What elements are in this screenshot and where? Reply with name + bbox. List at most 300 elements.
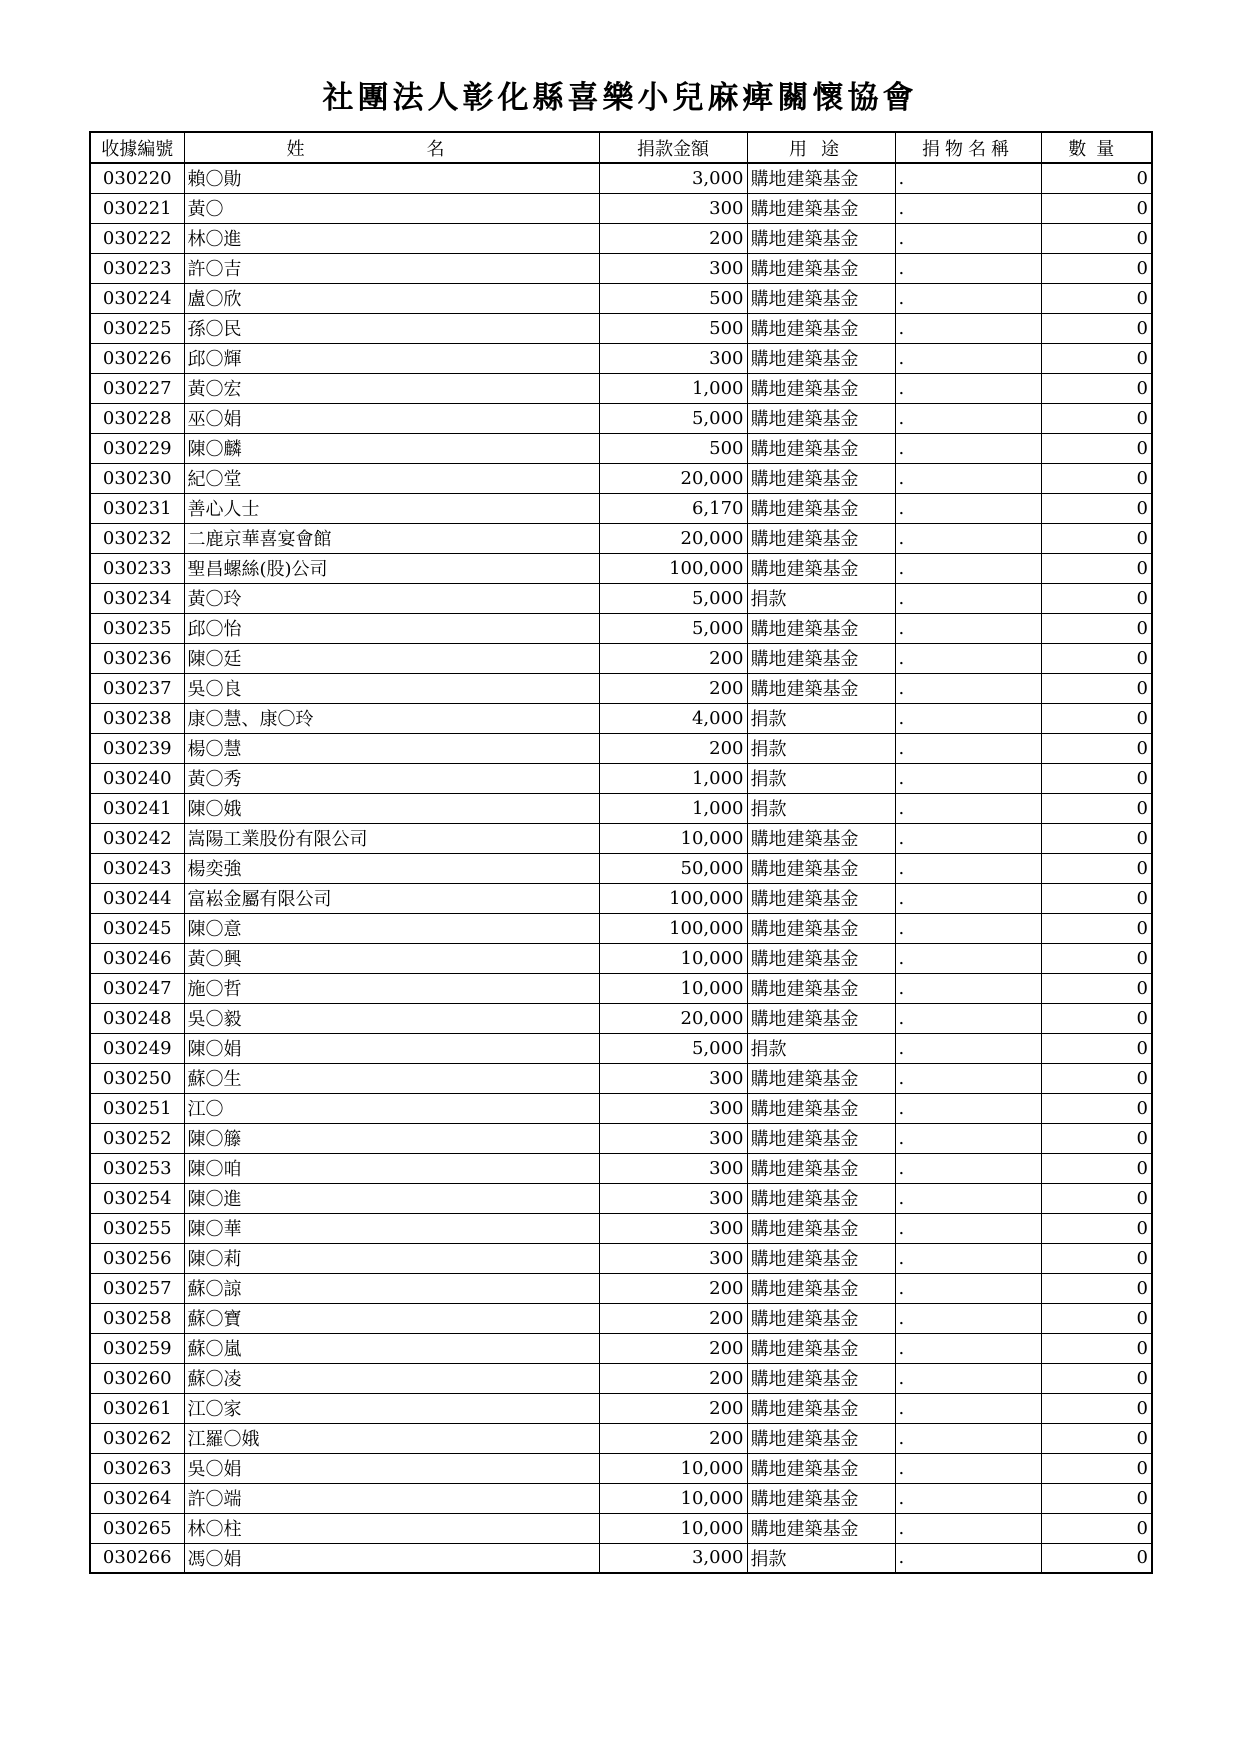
table-row xyxy=(90,643,1152,673)
amount-cell: 300 xyxy=(599,1063,747,1093)
receipt-no-cell: 030222 xyxy=(90,223,184,253)
amount-cell: 100,000 xyxy=(599,913,747,943)
amount-cell: 5,000 xyxy=(599,613,747,643)
receipt-no-cell: 030252 xyxy=(90,1123,184,1153)
purpose-cell: 購地建築基金 xyxy=(747,1273,895,1303)
table-row xyxy=(90,1153,1152,1183)
receipt-no-cell: 030231 xyxy=(90,493,184,523)
table-row xyxy=(90,1093,1152,1123)
item-name-cell: . xyxy=(895,193,1041,223)
amount-cell: 200 xyxy=(599,1363,747,1393)
purpose-cell: 購地建築基金 xyxy=(747,1453,895,1483)
donor-name-cell: 陳〇意 xyxy=(184,913,599,943)
quantity-cell: 0 xyxy=(1041,463,1152,493)
donation-table xyxy=(89,131,1153,1574)
purpose-cell: 購地建築基金 xyxy=(747,553,895,583)
purpose-cell: 捐款 xyxy=(747,703,895,733)
item-name-cell: . xyxy=(895,1063,1041,1093)
receipt-no-cell: 030250 xyxy=(90,1063,184,1093)
quantity-cell: 0 xyxy=(1041,1393,1152,1423)
table-row xyxy=(90,343,1152,373)
table-row xyxy=(90,283,1152,313)
purpose-cell: 購地建築基金 xyxy=(747,283,895,313)
amount-cell: 300 xyxy=(599,1123,747,1153)
purpose-cell: 購地建築基金 xyxy=(747,193,895,223)
item-name-cell: . xyxy=(895,253,1041,283)
donor-name-cell: 陳〇廷 xyxy=(184,643,599,673)
table-row xyxy=(90,373,1152,403)
donor-name-cell: 蘇〇寶 xyxy=(184,1303,599,1333)
amount-cell: 300 xyxy=(599,1243,747,1273)
donor-name-cell: 蘇〇嵐 xyxy=(184,1333,599,1363)
table-row xyxy=(90,1243,1152,1273)
donor-name-cell: 邱〇輝 xyxy=(184,343,599,373)
table-row xyxy=(90,1483,1152,1513)
donor-name-cell: 許〇吉 xyxy=(184,253,599,283)
quantity-cell: 0 xyxy=(1041,643,1152,673)
item-name-cell: . xyxy=(895,433,1041,463)
donor-name-cell: 楊奕強 xyxy=(184,853,599,883)
table-row xyxy=(90,583,1152,613)
receipt-no-cell: 030232 xyxy=(90,523,184,553)
table-row xyxy=(90,883,1152,913)
quantity-cell: 0 xyxy=(1041,673,1152,703)
amount-cell: 500 xyxy=(599,313,747,343)
item-name-cell: . xyxy=(895,343,1041,373)
donor-name-cell: 吳〇良 xyxy=(184,673,599,703)
receipt-no-cell: 030229 xyxy=(90,433,184,463)
donor-name-cell: 紀〇堂 xyxy=(184,463,599,493)
quantity-cell: 0 xyxy=(1041,313,1152,343)
amount-cell: 10,000 xyxy=(599,1453,747,1483)
item-name-cell: . xyxy=(895,1483,1041,1513)
quantity-cell: 0 xyxy=(1041,1243,1152,1273)
table-row xyxy=(90,823,1152,853)
quantity-cell: 0 xyxy=(1041,1423,1152,1453)
quantity-cell: 0 xyxy=(1041,163,1152,193)
amount-cell: 4,000 xyxy=(599,703,747,733)
purpose-cell: 購地建築基金 xyxy=(747,973,895,1003)
purpose-cell: 購地建築基金 xyxy=(747,1333,895,1363)
header-quantity: 數量 xyxy=(1041,132,1152,163)
receipt-no-cell: 030251 xyxy=(90,1093,184,1123)
receipt-no-cell: 030266 xyxy=(90,1543,184,1573)
purpose-cell: 購地建築基金 xyxy=(747,1513,895,1543)
donor-name-cell: 黃〇秀 xyxy=(184,763,599,793)
donor-name-cell: 陳〇咱 xyxy=(184,1153,599,1183)
donor-name-cell: 陳〇華 xyxy=(184,1213,599,1243)
quantity-cell: 0 xyxy=(1041,613,1152,643)
amount-cell: 100,000 xyxy=(599,553,747,583)
receipt-no-cell: 030248 xyxy=(90,1003,184,1033)
amount-cell: 1,000 xyxy=(599,793,747,823)
table-row xyxy=(90,733,1152,763)
item-name-cell: . xyxy=(895,793,1041,823)
donor-name-cell: 善心人士 xyxy=(184,493,599,523)
quantity-cell: 0 xyxy=(1041,373,1152,403)
quantity-cell: 0 xyxy=(1041,943,1152,973)
amount-cell: 300 xyxy=(599,1213,747,1243)
donor-name-cell: 江〇家 xyxy=(184,1393,599,1423)
purpose-cell: 購地建築基金 xyxy=(747,1003,895,1033)
item-name-cell: . xyxy=(895,313,1041,343)
table-row xyxy=(90,1033,1152,1063)
donor-name-cell: 陳〇籐 xyxy=(184,1123,599,1153)
table-row xyxy=(90,313,1152,343)
item-name-cell: . xyxy=(895,1453,1041,1483)
purpose-cell: 購地建築基金 xyxy=(747,1063,895,1093)
purpose-cell: 購地建築基金 xyxy=(747,1423,895,1453)
donor-name-cell: 二鹿京華喜宴會館 xyxy=(184,523,599,553)
table-row xyxy=(90,223,1152,253)
item-name-cell: . xyxy=(895,1093,1041,1123)
amount-cell: 200 xyxy=(599,673,747,703)
item-name-cell: . xyxy=(895,463,1041,493)
amount-cell: 3,000 xyxy=(599,1543,747,1573)
donor-name-cell: 林〇進 xyxy=(184,223,599,253)
amount-cell: 1,000 xyxy=(599,373,747,403)
quantity-cell: 0 xyxy=(1041,1483,1152,1513)
receipt-no-cell: 030235 xyxy=(90,613,184,643)
donor-name-cell: 嵩陽工業股份有限公司 xyxy=(184,823,599,853)
table-row xyxy=(90,1333,1152,1363)
donor-name-cell: 馮〇娟 xyxy=(184,1543,599,1573)
donor-name-cell: 黃〇宏 xyxy=(184,373,599,403)
table-row xyxy=(90,763,1152,793)
donor-name-cell: 吳〇娟 xyxy=(184,1453,599,1483)
item-name-cell: . xyxy=(895,1153,1041,1183)
purpose-cell: 購地建築基金 xyxy=(747,463,895,493)
receipt-no-cell: 030240 xyxy=(90,763,184,793)
table-row xyxy=(90,1123,1152,1153)
amount-cell: 10,000 xyxy=(599,973,747,1003)
item-name-cell: . xyxy=(895,613,1041,643)
quantity-cell: 0 xyxy=(1041,1003,1152,1033)
purpose-cell: 捐款 xyxy=(747,1543,895,1573)
purpose-cell: 購地建築基金 xyxy=(747,883,895,913)
amount-cell: 5,000 xyxy=(599,1033,747,1063)
purpose-cell: 購地建築基金 xyxy=(747,1303,895,1333)
table-row xyxy=(90,1303,1152,1333)
donor-name-cell: 江〇 xyxy=(184,1093,599,1123)
table-row xyxy=(90,1273,1152,1303)
purpose-cell: 購地建築基金 xyxy=(747,523,895,553)
item-name-cell: . xyxy=(895,1513,1041,1543)
purpose-cell: 購地建築基金 xyxy=(747,313,895,343)
receipt-no-cell: 030246 xyxy=(90,943,184,973)
donor-name-cell: 康〇慧、康〇玲 xyxy=(184,703,599,733)
donor-name-cell: 聖昌螺絲(股)公司 xyxy=(184,553,599,583)
quantity-cell: 0 xyxy=(1041,1123,1152,1153)
donor-name-cell: 蘇〇凌 xyxy=(184,1363,599,1393)
purpose-cell: 購地建築基金 xyxy=(747,1153,895,1183)
item-name-cell: . xyxy=(895,823,1041,853)
quantity-cell: 0 xyxy=(1041,853,1152,883)
receipt-no-cell: 030247 xyxy=(90,973,184,1003)
receipt-no-cell: 030223 xyxy=(90,253,184,283)
table-row xyxy=(90,1513,1152,1543)
receipt-no-cell: 030255 xyxy=(90,1213,184,1243)
quantity-cell: 0 xyxy=(1041,763,1152,793)
amount-cell: 6,170 xyxy=(599,493,747,523)
item-name-cell: . xyxy=(895,553,1041,583)
receipt-no-cell: 030224 xyxy=(90,283,184,313)
quantity-cell: 0 xyxy=(1041,223,1152,253)
donor-name-cell: 江羅〇娥 xyxy=(184,1423,599,1453)
table-row xyxy=(90,433,1152,463)
purpose-cell: 購地建築基金 xyxy=(747,403,895,433)
amount-cell: 200 xyxy=(599,643,747,673)
item-name-cell: . xyxy=(895,943,1041,973)
quantity-cell: 0 xyxy=(1041,883,1152,913)
item-name-cell: . xyxy=(895,1123,1041,1153)
header-amount: 捐款金額 xyxy=(599,132,747,163)
quantity-cell: 0 xyxy=(1041,1063,1152,1093)
purpose-cell: 購地建築基金 xyxy=(747,493,895,523)
receipt-no-cell: 030237 xyxy=(90,673,184,703)
table-row xyxy=(90,463,1152,493)
purpose-cell: 捐款 xyxy=(747,763,895,793)
donor-name-cell: 陳〇莉 xyxy=(184,1243,599,1273)
receipt-no-cell: 030257 xyxy=(90,1273,184,1303)
table-row xyxy=(90,553,1152,583)
purpose-cell: 購地建築基金 xyxy=(747,1393,895,1423)
quantity-cell: 0 xyxy=(1041,1333,1152,1363)
purpose-cell: 購地建築基金 xyxy=(747,943,895,973)
receipt-no-cell: 030259 xyxy=(90,1333,184,1363)
item-name-cell: . xyxy=(895,1243,1041,1273)
table-row xyxy=(90,943,1152,973)
amount-cell: 500 xyxy=(599,433,747,463)
amount-cell: 300 xyxy=(599,193,747,223)
quantity-cell: 0 xyxy=(1041,793,1152,823)
receipt-no-cell: 030238 xyxy=(90,703,184,733)
receipt-no-cell: 030226 xyxy=(90,343,184,373)
quantity-cell: 0 xyxy=(1041,1213,1152,1243)
item-name-cell: . xyxy=(895,1213,1041,1243)
amount-cell: 5,000 xyxy=(599,583,747,613)
purpose-cell: 購地建築基金 xyxy=(747,643,895,673)
item-name-cell: . xyxy=(895,733,1041,763)
purpose-cell: 購地建築基金 xyxy=(747,253,895,283)
quantity-cell: 0 xyxy=(1041,1273,1152,1303)
donor-name-cell: 陳〇娥 xyxy=(184,793,599,823)
table-row xyxy=(90,163,1152,193)
receipt-no-cell: 030261 xyxy=(90,1393,184,1423)
purpose-cell: 購地建築基金 xyxy=(747,853,895,883)
table-row xyxy=(90,403,1152,433)
item-name-cell: . xyxy=(895,373,1041,403)
table-row xyxy=(90,493,1152,523)
amount-cell: 200 xyxy=(599,1273,747,1303)
amount-cell: 200 xyxy=(599,733,747,763)
item-name-cell: . xyxy=(895,283,1041,313)
table-row xyxy=(90,1543,1152,1573)
item-name-cell: . xyxy=(895,763,1041,793)
receipt-no-cell: 030236 xyxy=(90,643,184,673)
item-name-cell: . xyxy=(895,1033,1041,1063)
quantity-cell: 0 xyxy=(1041,703,1152,733)
receipt-no-cell: 030256 xyxy=(90,1243,184,1273)
item-name-cell: . xyxy=(895,1333,1041,1363)
donor-name-cell: 蘇〇諒 xyxy=(184,1273,599,1303)
table-row xyxy=(90,793,1152,823)
quantity-cell: 0 xyxy=(1041,523,1152,553)
amount-cell: 1,000 xyxy=(599,763,747,793)
amount-cell: 50,000 xyxy=(599,853,747,883)
table-row xyxy=(90,913,1152,943)
quantity-cell: 0 xyxy=(1041,913,1152,943)
quantity-cell: 0 xyxy=(1041,493,1152,523)
donor-name-cell: 巫〇娟 xyxy=(184,403,599,433)
amount-cell: 200 xyxy=(599,1393,747,1423)
donor-name-cell: 施〇哲 xyxy=(184,973,599,1003)
receipt-no-cell: 030253 xyxy=(90,1153,184,1183)
item-name-cell: . xyxy=(895,223,1041,253)
table-row xyxy=(90,253,1152,283)
table-row xyxy=(90,1003,1152,1033)
donor-name-cell: 富崧金屬有限公司 xyxy=(184,883,599,913)
item-name-cell: . xyxy=(895,493,1041,523)
purpose-cell: 購地建築基金 xyxy=(747,1183,895,1213)
item-name-cell: . xyxy=(895,1003,1041,1033)
donor-name-cell: 陳〇娟 xyxy=(184,1033,599,1063)
receipt-no-cell: 030233 xyxy=(90,553,184,583)
quantity-cell: 0 xyxy=(1041,1543,1152,1573)
quantity-cell: 0 xyxy=(1041,403,1152,433)
donor-name-cell: 黃〇玲 xyxy=(184,583,599,613)
amount-cell: 100,000 xyxy=(599,883,747,913)
table-header xyxy=(90,132,1152,163)
header-row xyxy=(90,132,1152,163)
purpose-cell: 購地建築基金 xyxy=(747,343,895,373)
receipt-no-cell: 030242 xyxy=(90,823,184,853)
purpose-cell: 購地建築基金 xyxy=(747,1123,895,1153)
table-row xyxy=(90,1363,1152,1393)
donor-name-cell: 陳〇麟 xyxy=(184,433,599,463)
item-name-cell: . xyxy=(895,1273,1041,1303)
purpose-cell: 購地建築基金 xyxy=(747,673,895,703)
page-title: 社團法人彰化縣喜樂小兒麻痺關懷協會 xyxy=(322,80,918,116)
donor-name-cell: 楊〇慧 xyxy=(184,733,599,763)
quantity-cell: 0 xyxy=(1041,973,1152,1003)
quantity-cell: 0 xyxy=(1041,823,1152,853)
quantity-cell: 0 xyxy=(1041,343,1152,373)
table-row xyxy=(90,613,1152,643)
purpose-cell: 購地建築基金 xyxy=(747,433,895,463)
purpose-cell: 購地建築基金 xyxy=(747,373,895,403)
receipt-no-cell: 030254 xyxy=(90,1183,184,1213)
receipt-no-cell: 030228 xyxy=(90,403,184,433)
amount-cell: 20,000 xyxy=(599,523,747,553)
table-row xyxy=(90,523,1152,553)
quantity-cell: 0 xyxy=(1041,433,1152,463)
header-item-name: 捐物名稱 xyxy=(895,132,1041,163)
purpose-cell: 捐款 xyxy=(747,583,895,613)
receipt-no-cell: 030244 xyxy=(90,883,184,913)
item-name-cell: . xyxy=(895,913,1041,943)
amount-cell: 10,000 xyxy=(599,823,747,853)
donor-name-cell: 陳〇進 xyxy=(184,1183,599,1213)
item-name-cell: . xyxy=(895,1303,1041,1333)
purpose-cell: 捐款 xyxy=(747,733,895,763)
quantity-cell: 0 xyxy=(1041,1303,1152,1333)
donor-name-cell: 孫〇民 xyxy=(184,313,599,343)
quantity-cell: 0 xyxy=(1041,1093,1152,1123)
amount-cell: 300 xyxy=(599,343,747,373)
amount-cell: 200 xyxy=(599,1333,747,1363)
receipt-no-cell: 030263 xyxy=(90,1453,184,1483)
purpose-cell: 購地建築基金 xyxy=(747,163,895,193)
table-body xyxy=(90,163,1152,1573)
donor-name-cell: 邱〇怡 xyxy=(184,613,599,643)
donor-name-cell: 蘇〇生 xyxy=(184,1063,599,1093)
header-receipt-no: 收據編號 xyxy=(90,132,184,163)
purpose-cell: 購地建築基金 xyxy=(747,1213,895,1243)
receipt-no-cell: 030264 xyxy=(90,1483,184,1513)
quantity-cell: 0 xyxy=(1041,1363,1152,1393)
receipt-no-cell: 030258 xyxy=(90,1303,184,1333)
receipt-no-cell: 030220 xyxy=(90,163,184,193)
item-name-cell: . xyxy=(895,973,1041,1003)
receipt-no-cell: 030243 xyxy=(90,853,184,883)
amount-cell: 20,000 xyxy=(599,463,747,493)
item-name-cell: . xyxy=(895,1543,1041,1573)
donor-name-cell: 許〇端 xyxy=(184,1483,599,1513)
purpose-cell: 捐款 xyxy=(747,793,895,823)
quantity-cell: 0 xyxy=(1041,1153,1152,1183)
donor-name-cell: 盧〇欣 xyxy=(184,283,599,313)
purpose-cell: 購地建築基金 xyxy=(747,913,895,943)
amount-cell: 200 xyxy=(599,1423,747,1453)
amount-cell: 300 xyxy=(599,1093,747,1123)
quantity-cell: 0 xyxy=(1041,1183,1152,1213)
amount-cell: 20,000 xyxy=(599,1003,747,1033)
quantity-cell: 0 xyxy=(1041,253,1152,283)
quantity-cell: 0 xyxy=(1041,1033,1152,1063)
table-row xyxy=(90,673,1152,703)
receipt-no-cell: 030221 xyxy=(90,193,184,223)
item-name-cell: . xyxy=(895,163,1041,193)
receipt-no-cell: 030227 xyxy=(90,373,184,403)
table-row xyxy=(90,703,1152,733)
receipt-no-cell: 030245 xyxy=(90,913,184,943)
quantity-cell: 0 xyxy=(1041,583,1152,613)
receipt-no-cell: 030225 xyxy=(90,313,184,343)
item-name-cell: . xyxy=(895,1423,1041,1453)
quantity-cell: 0 xyxy=(1041,1513,1152,1543)
header-purpose: 用途 xyxy=(747,132,895,163)
quantity-cell: 0 xyxy=(1041,193,1152,223)
amount-cell: 10,000 xyxy=(599,1513,747,1543)
table-row xyxy=(90,1063,1152,1093)
amount-cell: 5,000 xyxy=(599,403,747,433)
donor-name-cell: 吳〇毅 xyxy=(184,1003,599,1033)
amount-cell: 300 xyxy=(599,253,747,283)
table-row xyxy=(90,853,1152,883)
table-row xyxy=(90,1213,1152,1243)
table-row xyxy=(90,1393,1152,1423)
item-name-cell: . xyxy=(895,1363,1041,1393)
purpose-cell: 購地建築基金 xyxy=(747,823,895,853)
item-name-cell: . xyxy=(895,523,1041,553)
amount-cell: 10,000 xyxy=(599,943,747,973)
item-name-cell: . xyxy=(895,673,1041,703)
table-row xyxy=(90,1453,1152,1483)
receipt-no-cell: 030234 xyxy=(90,583,184,613)
table-row xyxy=(90,193,1152,223)
purpose-cell: 購地建築基金 xyxy=(747,1093,895,1123)
